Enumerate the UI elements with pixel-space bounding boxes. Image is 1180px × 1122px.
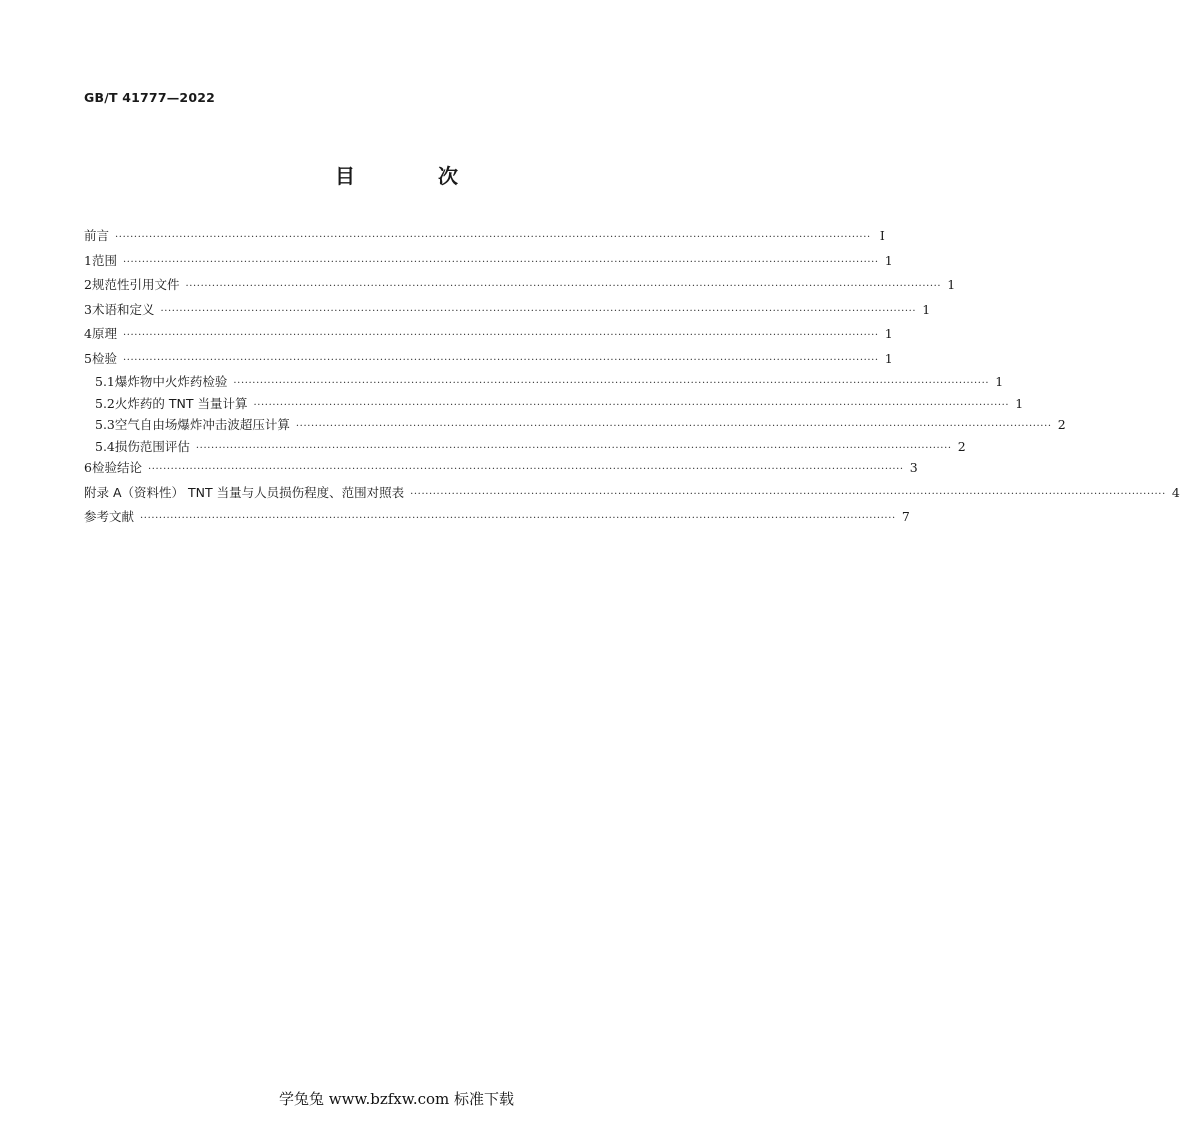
toc-entry-label: 检验 [91, 350, 117, 366]
toc-leader-dots: ········································································································································································································ [195, 442, 952, 454]
toc-leader-dots: ········································································································································································································ [295, 421, 1052, 433]
toc-entry-number: 5.4 [95, 438, 115, 454]
toc-entry-number: 5.3 [95, 417, 115, 433]
toc-entry-number: 2 [84, 277, 92, 292]
toc-entry[interactable] [84, 374, 1004, 396]
toc-entry[interactable] [84, 350, 893, 376]
toc-entry[interactable] [84, 484, 1180, 510]
toc-entry-page: 4 [1171, 484, 1180, 500]
footer-watermark: 学兔兔 www.bzfxw.com 标准下载 [278, 1090, 515, 1108]
toc-entry[interactable] [84, 277, 956, 302]
toc-entry-page: 1 [884, 252, 893, 268]
toc-leader-dots: ········································································································································································································ [115, 232, 871, 243]
toc-entry[interactable] [84, 509, 910, 534]
toc-entry-label: 术语和定义 [91, 301, 155, 317]
toc-leader-dots: ········································································································································································································ [147, 464, 904, 476]
toc-entry-label: 规范性引用文件 [91, 277, 180, 292]
toc-entry-label: 空气自由场爆炸冲击波超压计算 [114, 417, 290, 433]
toc-entry-label: 前言 [84, 228, 110, 243]
toc-entry-label: 参考文献 [84, 509, 135, 525]
toc-entry[interactable] [84, 395, 1024, 418]
toc-leader-dots: ········································································································································································································ [122, 330, 879, 341]
toc-leader-dots: ········································································································································································································ [122, 354, 879, 366]
toc-entry[interactable] [84, 228, 885, 253]
toc-entry-number: 3 [84, 301, 92, 317]
toc-entry-page: 1 [922, 301, 931, 317]
toc-entry-page: I [879, 228, 885, 243]
toc-entry-page: 1 [1015, 395, 1024, 411]
toc-entry-number: 4 [84, 326, 92, 341]
toc-entry[interactable] [84, 301, 931, 327]
toc-entry-number: 5 [84, 350, 92, 366]
toc-entry-page: 3 [909, 460, 918, 476]
toc-leader-dots: ········································································································································································································ [233, 378, 990, 389]
toc-entry-label: 原理 [91, 326, 117, 341]
toc-entry-number: 5.2 [95, 395, 115, 411]
toc-entry-page: 1 [947, 277, 956, 292]
toc-entry[interactable] [84, 252, 893, 278]
standard-code: GB/T 41777—2022 [84, 90, 216, 105]
toc-entry-page: 1 [884, 350, 893, 366]
toc-entry-label: 损伤范围评估 [114, 438, 190, 454]
toc-entry-label: 火炸药的 TNT 当量计算 [114, 395, 248, 411]
toc-entry[interactable] [84, 326, 893, 351]
toc-leader-dots: ········································································································································································································ [160, 305, 917, 317]
toc-entry-number: 1 [84, 252, 92, 268]
toc-leader-dots: ········································································································································································································ [122, 256, 879, 268]
toc-entry-page: 1 [884, 326, 893, 341]
toc-entry[interactable] [84, 417, 1066, 439]
toc-entry-page: 2 [957, 438, 966, 454]
toc-entry-label: 检验结论 [91, 460, 142, 476]
toc-leader-dots: ········································································································································································································ [410, 488, 1166, 500]
table-of-contents [84, 228, 1180, 534]
toc-entry-number: 5.1 [95, 374, 115, 389]
toc-entry-page: 2 [1057, 417, 1066, 433]
toc-entry-number: 6 [84, 460, 92, 476]
toc-entry-page: 1 [995, 374, 1004, 389]
toc-leader-dots: ········································································································································································································ [253, 399, 1010, 411]
toc-entry-label: 范围 [91, 252, 117, 268]
toc-entry-page: 7 [901, 509, 910, 525]
toc-entry-label: 爆炸物中火炸药检验 [114, 374, 228, 389]
toc-leader-dots: ········································································································································································································ [185, 281, 942, 292]
toc-entry[interactable] [84, 460, 918, 485]
toc-entry-label: 附录 A（资料性） TNT 当量与人员损伤程度、范围对照表 [84, 484, 405, 500]
page-title: 目 次 [335, 164, 496, 188]
toc-leader-dots: ········································································································································································································ [140, 513, 896, 525]
toc-entry[interactable] [84, 438, 966, 461]
